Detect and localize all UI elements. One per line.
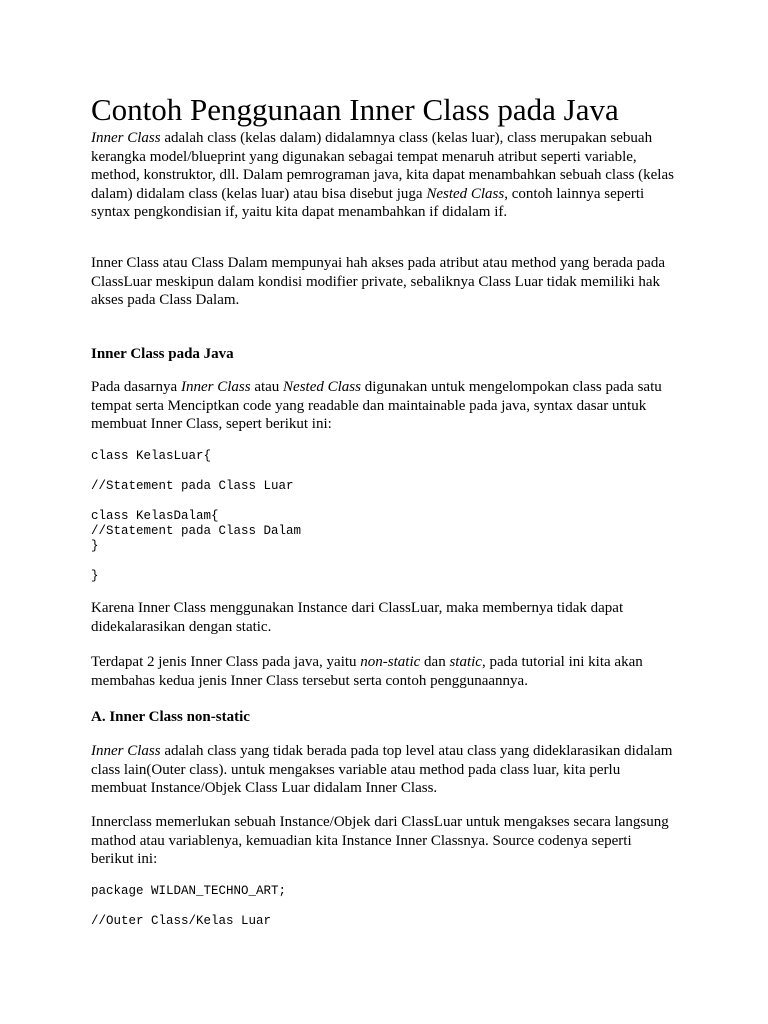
code-line-package: package WILDAN_TECHNO_ART;	[91, 884, 287, 898]
text-line: Innerclass memerlukan sebuah Instance/Objek dari ClassLuar untuk mengakses secara langsung	[91, 814, 669, 830]
term-inner-class: Inner Class	[91, 130, 161, 146]
text-line: Inner Class adalah class yang tidak berada pada top level atau class yang dideklarasikan didalam	[91, 743, 673, 759]
section-heading-inner-class: Inner Class pada Java	[91, 346, 234, 362]
instance-paragraph	[91, 813, 691, 869]
text-line: kerangka model/blueprint yang digunakan sebagai tempat menaruh atribut seperti variable,	[91, 148, 637, 165]
text-line: membuat Inner Class, sepert berikut ini:	[91, 416, 332, 432]
static-note-paragraph	[91, 599, 691, 636]
text-line: akses pada Class Dalam.	[91, 292, 240, 308]
code-line: }	[91, 569, 99, 583]
text-line: syntax pengkondisian if, yaitu kita dapat menambahkan if didalam if.	[91, 204, 508, 220]
code-line: //Statement pada Class Dalam	[91, 524, 302, 538]
code-line-comment: //Outer Class/Kelas Luar	[91, 914, 272, 928]
text-line: dalam) didalam class (kelas luar) atau bisa disebut juga Nested Class, contoh lainnya seperti	[91, 185, 645, 202]
text-line: tempat serta Menciptkan code yang readable dan maintainable pada java, syntax dasar untuk	[91, 397, 647, 414]
access-paragraph	[91, 254, 691, 310]
text-line: membahas kedua jenis Inner Class tersebut serta contoh penggunaannya.	[91, 672, 528, 689]
code-line	[91, 464, 301, 479]
text-line: ClassLuar meskipun dalam kondisi modifier private, sebaliknya Class Luar tidak memiliki hak	[91, 273, 661, 290]
text-line: Inner Class atau Class Dalam mempunyai hah akses pada atribut atau method yang berada pada	[91, 255, 665, 271]
types-paragraph	[91, 653, 691, 690]
text-line: class lain(Outer class). untuk mengakses variable atau method pada class luar, kita perlu	[91, 761, 621, 778]
text-line: didekalarasikan dengan static.	[91, 618, 272, 635]
basics-paragraph	[91, 378, 691, 434]
term-nested-class: Nested Class	[426, 185, 505, 202]
text-line: Inner Class adalah class (kelas dalam) didalamnya class (kelas luar), class merupakan sebuah	[91, 130, 653, 146]
code-block-syntax	[91, 449, 301, 584]
text-line: Karena Inner Class menggunakan Instance dari ClassLuar, maka membernya tidak dapat	[91, 600, 624, 616]
text-line: mathod atau variablenya, kemuadian kita Instance Inner Classnya. Source codenya seperti	[91, 832, 632, 849]
code-line	[91, 554, 301, 569]
text-line: Terdapat 2 jenis Inner Class pada java, yaitu non-static dan static, pada tutorial ini kita akan	[91, 654, 643, 670]
non-static-paragraph	[91, 742, 691, 798]
code-line: }	[91, 539, 99, 553]
code-line	[91, 494, 301, 509]
code-line: class KelasLuar{	[91, 449, 212, 463]
code-line: class KelasDalam{	[91, 509, 219, 523]
text-line: membuat Instance/Objek Class Luar didalam Inner Class.	[91, 780, 438, 796]
page-title: Contoh Penggunaan Inner Class pada Java	[91, 92, 619, 127]
text-line: berikut ini:	[91, 851, 158, 867]
section-heading-non-static: A. Inner Class non-static	[91, 709, 250, 725]
text-line: Pada dasarnya Inner Class atau Nested Class digunakan untuk mengelompokan class pada satu	[91, 379, 662, 395]
code-line: //Statement pada Class Luar	[91, 479, 294, 493]
text-line: method, konstruktor, dll. Dalam pemrograman java, kita dapat menambahkan sebuah class (kelas	[91, 167, 674, 183]
intro-paragraph	[91, 129, 691, 222]
